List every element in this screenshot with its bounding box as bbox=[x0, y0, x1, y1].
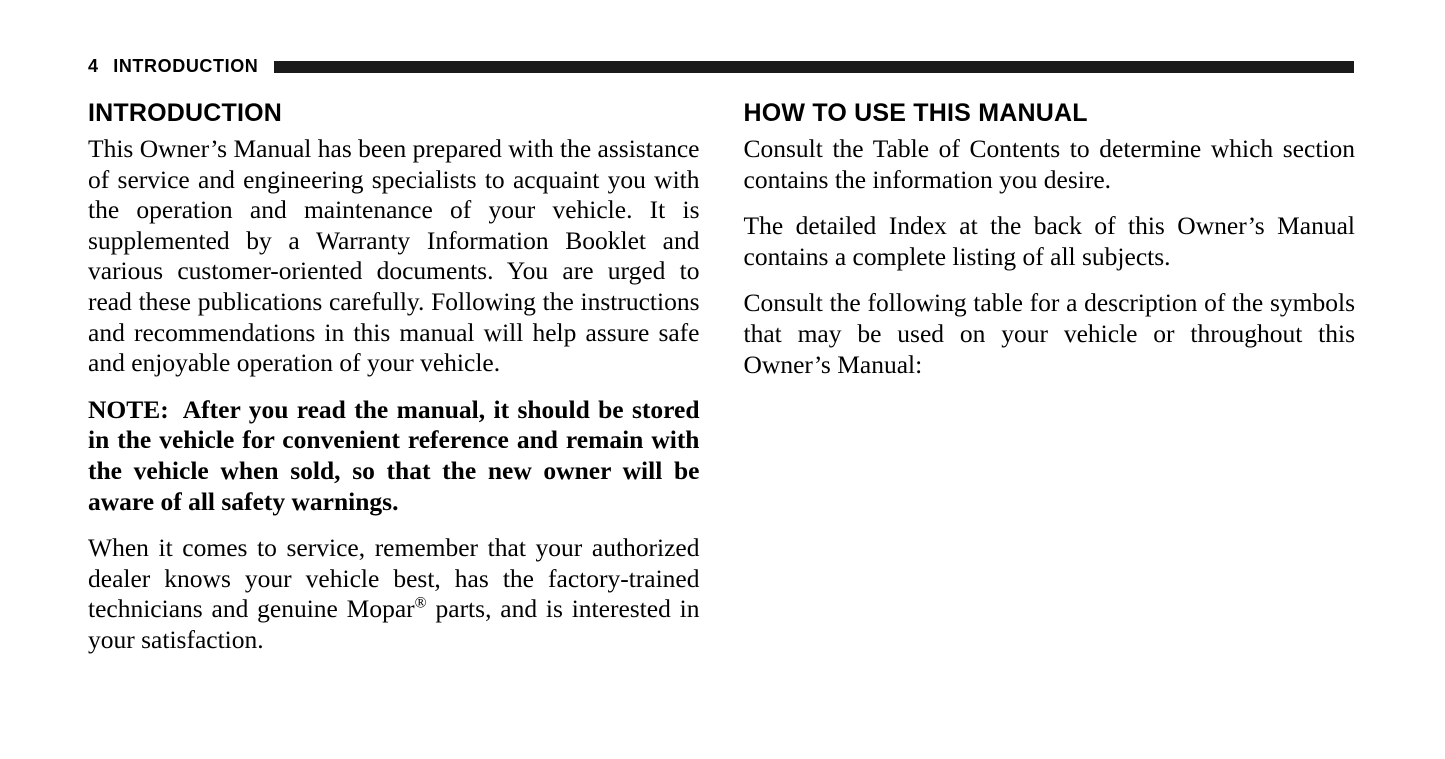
service-paragraph bbox=[88, 533, 700, 655]
note-text: After you read the manual, it should be stored in the vehicle for convenient reference and remain with the vehicle when sold, so that the new owner will be aware of all safety warnings. bbox=[88, 394, 700, 516]
page-number: 4 bbox=[88, 56, 99, 76]
registered-mark: ® bbox=[414, 594, 427, 612]
right-column bbox=[744, 98, 1356, 656]
how-to-use-paragraph-1: Consult the Table of Contents to determine which section contains the information you desire. bbox=[743, 134, 1355, 194]
service-paragraph-part1: When it comes to service, remember that your authorized dealer knows your vehicle best, has the factory-trained technicians and genuine Mopar bbox=[88, 533, 700, 624]
note-label: NOTE: bbox=[88, 394, 169, 424]
how-to-use-paragraph-3: Consult the following table for a description of the symbols that may be used on your vehicle or throughout this Owner’s Manual: bbox=[743, 288, 1355, 379]
note-paragraph bbox=[88, 395, 700, 517]
left-column-heading: INTRODUCTION bbox=[88, 99, 283, 127]
introduction-paragraph: This Owner’s Manual has been prepared with the assistance of service and engineering specialists to acquaint you with the operation and maintenance of your vehicle. It is supplemented by a Warranty Information Booklet and various customer-oriented documents. You are urged to read these publications carefully. Following the instructions and recommendations in this manual will help assure safe and enjoyable operation of your vehicle. bbox=[88, 134, 700, 378]
running-header bbox=[88, 56, 1354, 77]
how-to-use-paragraph-2: The detailed Index at the back of this Owner’s Manual contains a complete listing of all subjects. bbox=[743, 211, 1355, 271]
left-column bbox=[88, 98, 700, 656]
right-column-heading: HOW TO USE THIS MANUAL bbox=[743, 99, 1088, 127]
service-paragraph-part2: parts, and is interested in your satisfaction. bbox=[88, 594, 700, 654]
header-section-title: INTRODUCTION bbox=[113, 56, 259, 76]
body-columns bbox=[88, 98, 1355, 656]
header-rule bbox=[274, 61, 1354, 73]
